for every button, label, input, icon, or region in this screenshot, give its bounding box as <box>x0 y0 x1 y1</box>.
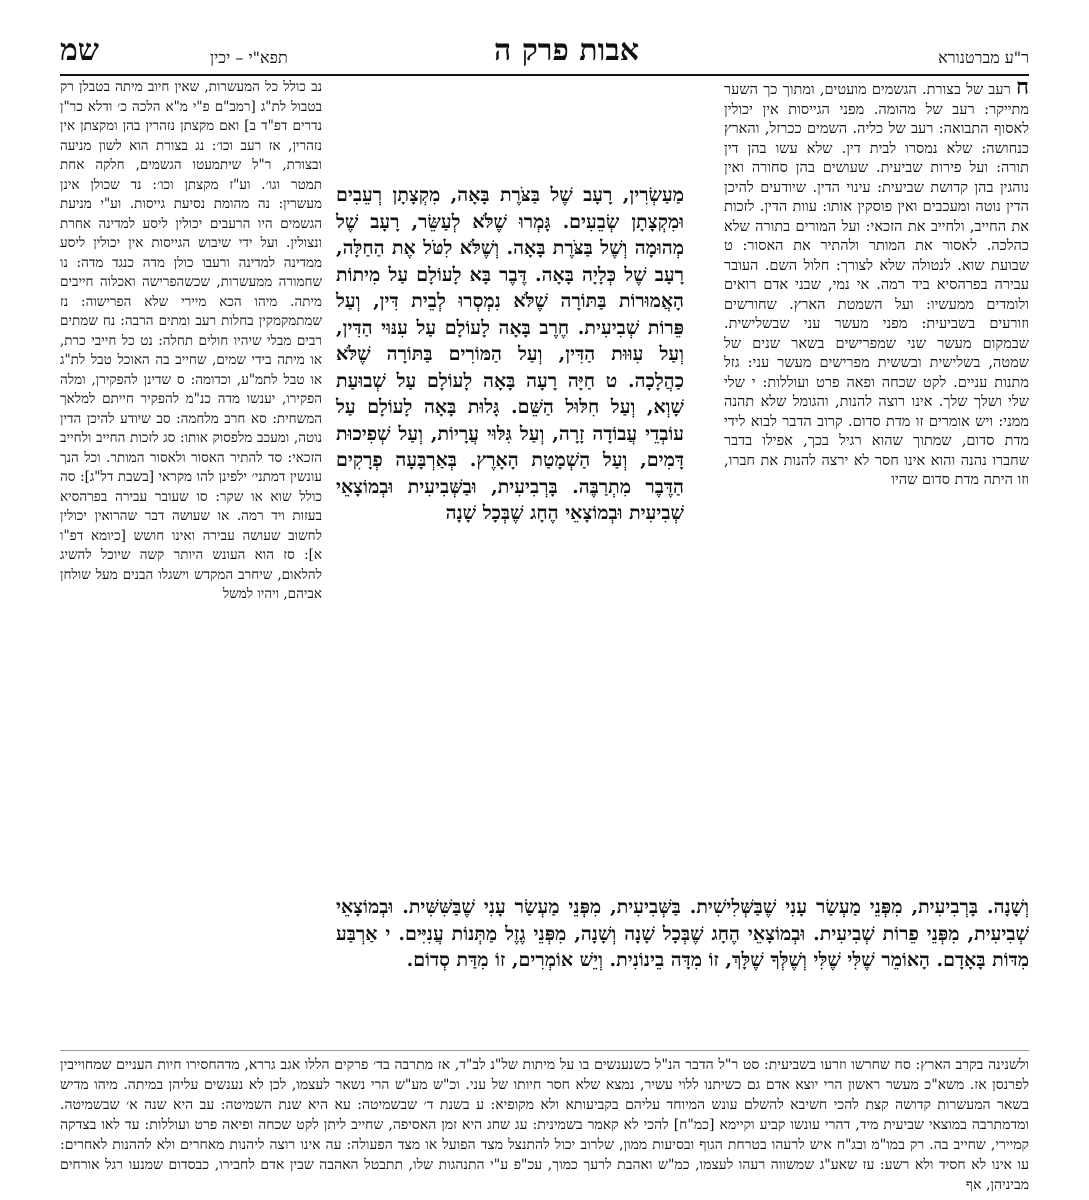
tractate-chapter-title: אבות פרק ה <box>494 33 639 68</box>
mishnah-text: מַעַשְׂרִין, רָעָב שֶׁל בַּצֹּרֶת בָּאָה, מִקְצָתָן רְעֵבִים וּמִקְצָתָן שְׂבֵעִים. גָּמְרוּ שֶׁלֹּא לְעַשֵּׂר, רָעָב שֶׁל מְהוּמָה וְשֶׁל בַּצֹּרֶת בָּאָה. וְשֶׁלֹּא לִטֹּל אֶת הַחַלָּה, רָעָב שֶׁל כְּלָיָה בָּאָה. דֶּבֶר בָּא לָעוֹלָם עַל מִיתוֹת הָאֲמוּרוֹת בַּתּוֹרָה שֶׁלֹּא נִמְסְרוּ לְבֵית דִּין, וְעַל פֵּרוֹת שְׁבִיעִית. חֶרֶב בָּאָה לָעוֹלָם עַל עִנּוּי הַדִּין, וְעַל עִוּוּת הַדִּין, וְעַל הַמּוֹרִים בַּתּוֹרָה שֶׁלֹּא כַהֲלָכָה. ט חַיָּה רָעָה בָּאָה לָעוֹלָם עַל שְׁבוּעַת שָׁוְא, וְעַל חִלּוּל הַשֵּׁם. גָּלוּת בָּאָה לָעוֹלָם עַל עוֹבְדֵי עֲבוֹדָה זָרָה, וְעַל גִּלּוּי עֲרָיוֹת, וְעַל שְׁפִיכוּת דָּמִים, וְעַל הַשְׁמָטַת הָאָרֶץ. בְּאַרְבָּעָה פְרָקִים הַדֶּבֶר מִתְרַבֶּה. בָּרְבִיעִית, וּבַשְּׁבִיעִית וּבְמוֹצָאֵי שְׁבִיעִית וּבְמוֹצָאֵי הֶחָג שֶׁבְּכָל שָׁנָה <box>336 184 684 524</box>
commentary-title: ר"ע מברטנורא <box>938 48 1029 67</box>
tiferet-yisrael-notes: נב כולל כל המעשרות, שאין חיוב מיתה בטבלן רק בטבול לת"ג [רמב"ם פ"י מ"א הלכה כ׳ ודלא כר"ן נדרים דפ"ד ב] ואם מקצתן נזהרין בהן ומקצתן אין נזהרין, אז רעב וכו׳: נג בצורת הוא לשון מניעה ובצורת, ר"ל שיתמעטו הגשמים, חלקה אחת תמטר וגו׳. וע"ז מקצתן וכו׳: נד שכולן אינן מעשרין: נה מהומת נסיעת גייסות. וע"י מניעת הגשמים היו הרעבים יכולין ליסע למדינה אחרת ונצולין. ועל ידי שיבוש הגייסות אין יכולין ליסע ממדינה למדינה ורעבו כולן מדה כנגד מדה: נו שחמורה ממעשרות, שכשהפרישה ואכלוה חייבים מיתה. מיהו הכא מיירי שלא הפרישוה: נז שמתמקמקין בחלות רעב ומתים הרבה: נח שמתים רבים מבלי שיהיו חולים תחלה: נט כל חייבי כרת, או מיתה בידי שמים, שחייב בה האוכל טבל לת"ג או טבל לתמ"ע, וכדומה: ס שדינן להפקירן, ומלה הפקירו, יענשו מדה כנ"מ להפקיר חייתם למלאך המשחית: סא חרב מלחמה: סב שיודע להיכן הדין נוטה, ומעכב מלפסוק אותו: סג לזכות החייב ולחייב הזכאי: סד להתיר האסור ולאסור המותר. וכל הנך עונשין דמתני׳ ילפינן להו מקראי [בשבת דל"ג]: סה כולל שוא או שקר: סו שעובר עבירה בפרהסיא בעזות ויד רמה. או שעושה דבר שהרואין יכולין לחשוב שעושה עבירה ואינו חושש [כיומא דפ"ו א]: סז הוא העונש היותר קשה שיוכל להשיג להלאום, שיחרב המקדש וישגלו הבנים מעל שולחן אביהם, ויהיו למשל <box>60 79 322 602</box>
bartenura-drop-letter: ח <box>1015 74 1029 100</box>
bartenura-commentary <box>724 74 1029 491</box>
page-header <box>60 34 1029 76</box>
mishnah-continuation: וְשָׁנָה. בָּרְבִיעִית, מִפְּנֵי מַעְשַׂר עָנִי שֶׁבַּשְּׁלִישִׁית. בַּשְּׁבִיעִית, מִפְּנֵי מַעְשַׂר עָנִי שֶׁבַּשִּׁשִּׁית. וּבְמוֹצָאֵי שְׁבִיעִית, מִפְּנֵי פֵרוֹת שְׁבִיעִית. וּבְמוֹצָאֵי הֶחָג שֶׁבְּכָל שָׁנָה וְשָׁנָה, מִפְּנֵי גֶזֶל מַתְּנוֹת עֲנִיִּים. י אַרְבַּע מִדּוֹת בָּאָדָם. הָאוֹמֵר שֶׁלִּי שֶׁלִּי וְשֶׁלְּךָ שֶׁלָּךְ, זוֹ מִדָּה בֵינוֹנִית. וְיֵשׁ אוֹמְרִים, זוֹ מִדַּת סְדוֹם. <box>336 896 1029 971</box>
commentary-range: תפא"י – יכין <box>210 48 288 67</box>
page-number: שמ <box>60 33 100 68</box>
bottom-commentary: ולשנינה בקרב הארץ: סח שחרשו וזרעו בשביעית: סט ר"ל הדבר הנ"ל כשנענשים בו על מיתות של"נ לב"ד, אז מתרבה בד׳ פרקים הללו אגב גררא, מדהחסירו חיות העניים שמחוייבין לפרנסן אז. משא"כ מעשר ראשון הרי יוצא אדם גם כשיתנו ללוי עשיר, נמצא שלא חסר חיותו של עני. וכ"ש מע"ש הרי נשאר לעצמו, לכן לא נענשים עליהן במיתה. מיהו מדיש בשאר המעשרות קדושה קצת להכי חשיבא להשלם עונש המיוחד עליהם בקביעותא ולא מקופיא: ע בשנת ד׳ שבשמיטה: עא היא שנת השמיטה: עב היא שנה א׳ שבשמיטה. ומדמתרבה במוצאי שביעית מיד, דהרי עונשו קביע וקיימא [כמ"ח] להכי לא קאמר בשמינית: עג שחג היא זמן האסיפה, שחייב ליתן לקט שכחה ופיאה פרט ועוללות: עד לאו בצדקה קמיירי, שחייב בה. רק במו"מ ובג"ח איש לרעהו בטרחת הגוף ובסיעות ממון, שלרוב יכול להתנצל מצד הפועל או מצד הפעולה: עה אינו רוצה ליהנות מאחרים ולא לההנות לאחרים: עו אינו לא חסיד ולא רשע: עז שאע"ג שמשווה רעהו לעצמו, כמ"ש ואהבת לרעך כמוך, עכ"פ ע"י התנהגות שלו, תתבטל האהבה שבין אדם לחבירו, כבסדום שמנעו רגל אורחים מביניהן, אף <box>60 1050 1029 1195</box>
bartenura-text: רעב של בצורת. הגשמים מועטים, ומתוך כך השער מתייקר: רעב של מהומה. מפני הגייסות אין יכולין לאסוף התבואה: רעב של כליה. השמים ככרזל, והארץ כנחושה: שלא נמסרו לבית דין. שלא עשו בהן דין תורה: ועל פירות שביעית. שעושים בהן סחורה ואין נוהגין בהן קדושת שביעית: עינוי הדין. שיודעים להיכן הדין נוטה ומעכבים ואין פוסקין אותו: עוות הדין. לזכות את החייב, ולחייב את הזכאי: ועל המורים בתורה שלא כהלכה. לאסור את המותר ולהתיר את האסור: ט שבועת שוא. לנטולה שלא לצורך: חלול השם. העובר עבירה בפרהסיא ביד רמה. אי נמי, שבני אדם רואים ולומדים ממעשיו: ועל השמטת הארץ. שחורשים וזורעים בשביעית: מפני מעשר עני שבשלישית. שבמקום מעשר שני שמפרישים בשאר שנים של שמטה, בשלישית ובששית מפרישים מעשר עני: גזל מתנות עניים. לקט שכחה ופאה פרט ועוללות: י שלי שלי ושלך שלך. אינו רוצה להנות, והגומל שלא תהנה ממני: ויש אומרים זו מדת סדום. קרוב הדבר לבוא לידי מדת סדום, שמתוך שהוא רגיל בכך, אפילו בדבר שחברו נהנה והוא אינו חסר לא ירצה להנות את חברו, וזו היתה מדת סדום שהיו <box>724 82 1029 488</box>
